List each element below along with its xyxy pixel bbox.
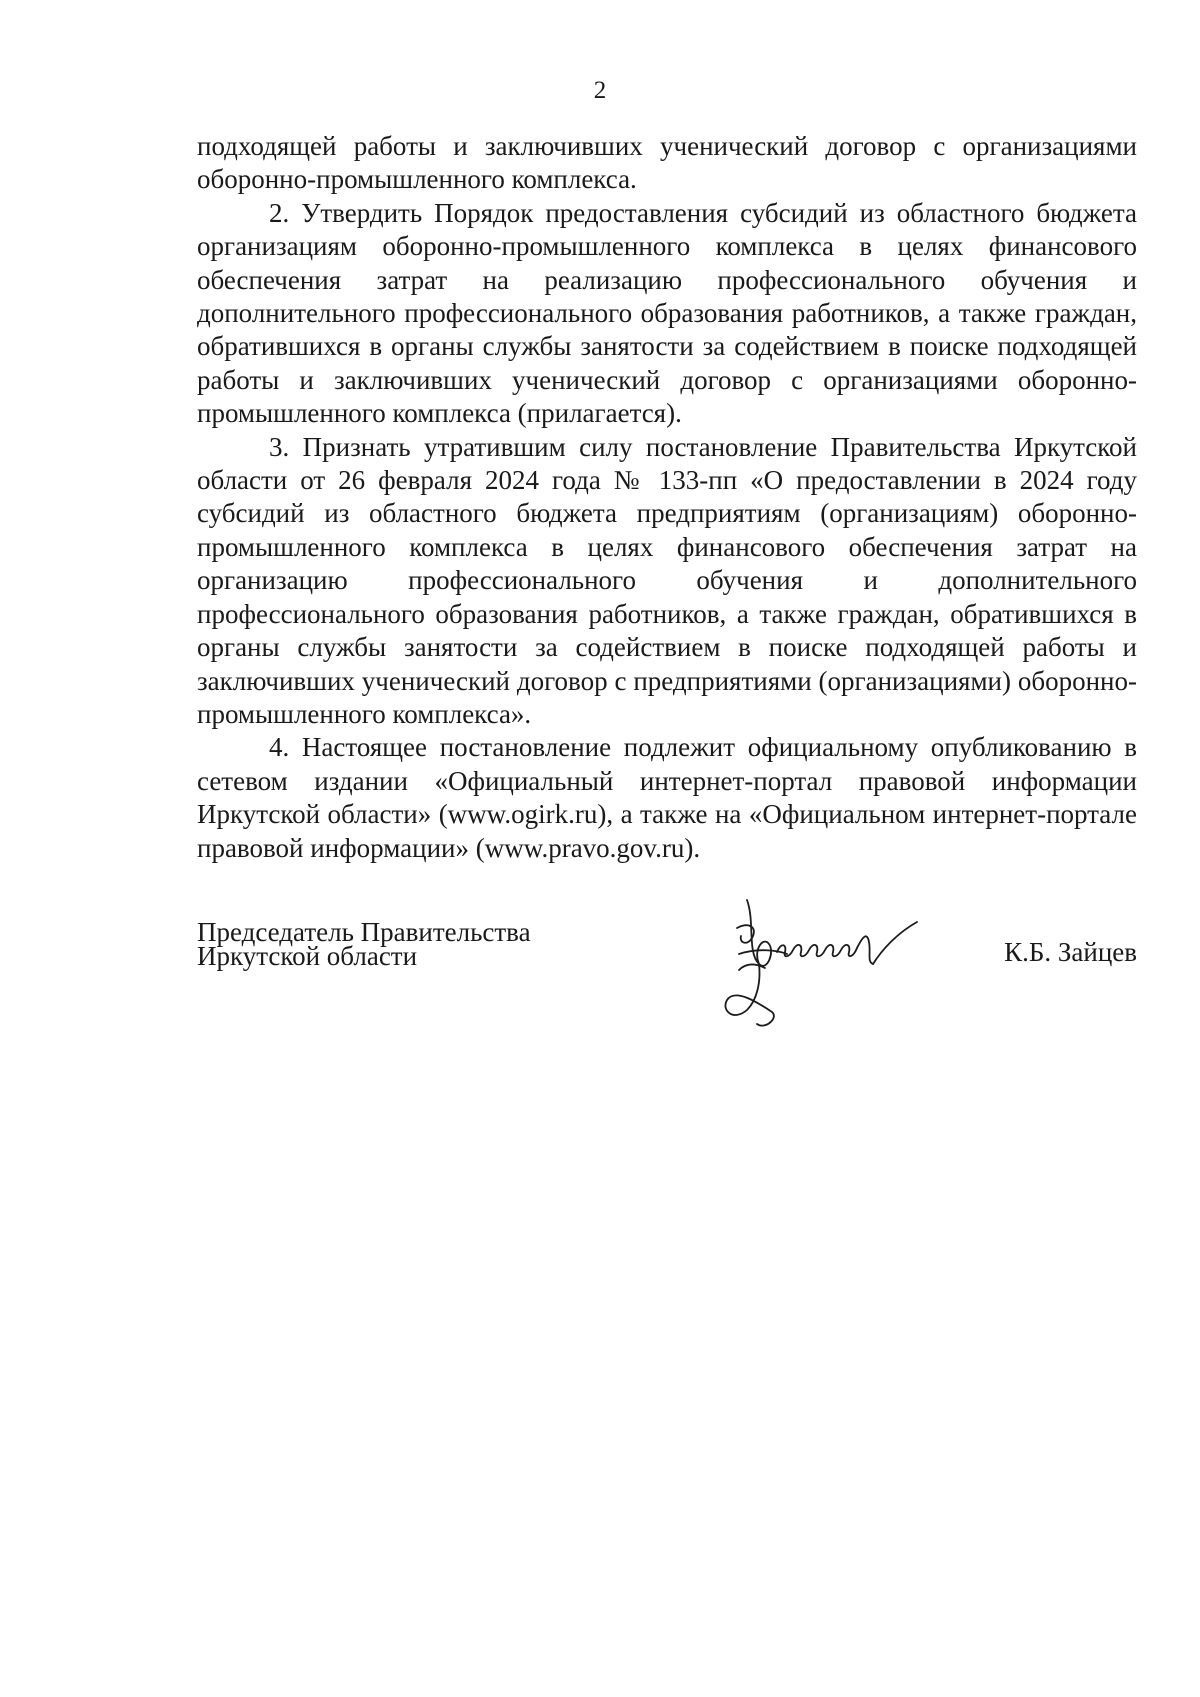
paragraph-continuation: подходящей работы и заключивших ученический договор с организациями оборонно-промышленного комплекса. [197, 131, 1137, 195]
page-number: 2 [593, 77, 607, 104]
document-body [197, 130, 1137, 865]
signer-name: К.Б. Зайцев [1004, 937, 1137, 967]
signature-block [197, 918, 1137, 1078]
paragraph-item-3: 3. Признать утратившим силу постановление Правительства Иркутской области от 26 февраля 2024 года № 133-пп «О предоставлении в 2024 году субсидий из областного бюджета предприятиям (организациям) оборонно-промышленного комплекса в целях финансового обеспечения затрат на организацию профессионального обучения и дополнительного профессионального образования работников, а также граждан, обратившихся в органы службы занятости за содействием в поиске подходящей работы и заключивших ученический договор с предприятиями (организациями) оборонно-промышленного комплекса». [197, 431, 1137, 729]
signer-title-line-2: Иркутской области [197, 941, 418, 971]
paragraph-item-2: 2. Утвердить Порядок предоставления субсидий из областного бюджета организациям оборонно-промышленного комплекса в целях финансового обеспечения затрат на реализацию профессионального обучения и дополнительного профессионального образования работников, а также граждан, обратившихся в органы службы занятости за содействием в поиске подходящей работы и заключивших ученический договор с организациями оборонно-промышленного комплекса (прилагается). [197, 197, 1137, 429]
signer-title-line-1: Председатель Правительства [197, 917, 531, 947]
paragraph-item-4: 4. Настоящее постановление подлежит официальному опубликованию в сетевом издании «Официальный интернет-портал правовой информации Иркутской области» (www.ogirk.ru), а также на «Официальном интернет-портале правовой информации» (www.pravo.gov.ru). [197, 732, 1137, 863]
handwritten-signature [717, 892, 927, 1042]
signer-title [197, 917, 531, 971]
